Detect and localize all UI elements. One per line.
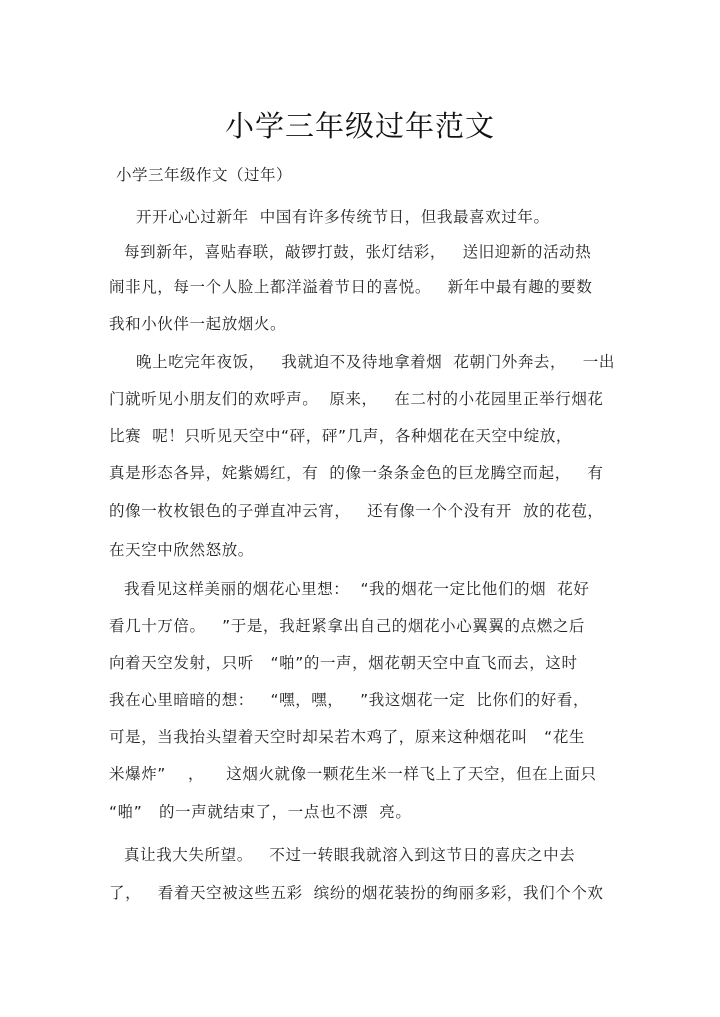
document-title: 小学三年级过年范文: [224, 109, 495, 143]
text-line: 真是形态各异，姹紫嫣红，有 的像一条条金色的巨龙腾空而起， 有: [109, 464, 604, 482]
text-line: 可是，当我抬头望着天空时却呆若木鸡了，原来这种烟花叫 “花生: [109, 728, 586, 746]
text-line: 了， 看着天空被这些五彩 缤纷的烟花装扮的绚丽多彩，我们个个欢: [109, 884, 604, 902]
text-line: 看几十万倍。 ”于是，我赶紧拿出自己的烟花小心翼翼的点燃之后: [109, 617, 586, 635]
text-line: 真让我大失所望。 不过一转眼我就溶入到这节日的喜庆之中去: [124, 846, 576, 864]
text-line: 向着天空发射，只听 “啪”的一声，烟花朝天空中直飞而去，这时: [109, 654, 578, 672]
text-line: 在天空中欣然怒放。: [109, 541, 254, 559]
text-line: 的像一枚枚银色的子弹直冲云宵， 还有像一个个没有开 放的花苞，: [109, 502, 604, 520]
text-line: 开开心心过新年 中国有许多传统节日，但我最喜欢过年。: [136, 208, 550, 226]
text-line: 门就听见小朋友们的欢呼声。 原来， 在二村的小花园里正举行烟花: [109, 390, 604, 408]
text-line: “啪” 的一声就结束了，一点也不漂 亮。: [109, 803, 412, 821]
text-line: 米爆炸” ， 这烟火就像一颗花生米一样飞上了天空，但在上面只: [109, 765, 597, 783]
text-line: 我在心里暗暗的想： “嘿，嘿， ”我这烟花一定 比你们的好看，: [109, 691, 590, 709]
document-subtitle: 小学三年级作文（过年）: [116, 166, 293, 184]
text-line: 晚上吃完年夜饭， 我就迫不及待地拿着烟 花朝门外奔去， 一出: [136, 353, 615, 371]
text-line: 我看见这样美丽的烟花心里想： “我的烟花一定比他们的烟 花好: [124, 580, 590, 598]
text-line: 每到新年，喜贴春联，敲锣打鼓，张灯结彩， 送旧迎新的活动热: [124, 243, 592, 261]
text-line: 我和小伙伴一起放烟火。: [109, 315, 287, 333]
text-line: 比赛 呢！只听见天空中“砰，砰”几声，各种烟花在天空中绽放，: [109, 427, 573, 445]
text-line: 闹非凡，每一个人脸上都洋溢着节日的喜悦。 新年中最有趣的要数: [109, 278, 593, 296]
